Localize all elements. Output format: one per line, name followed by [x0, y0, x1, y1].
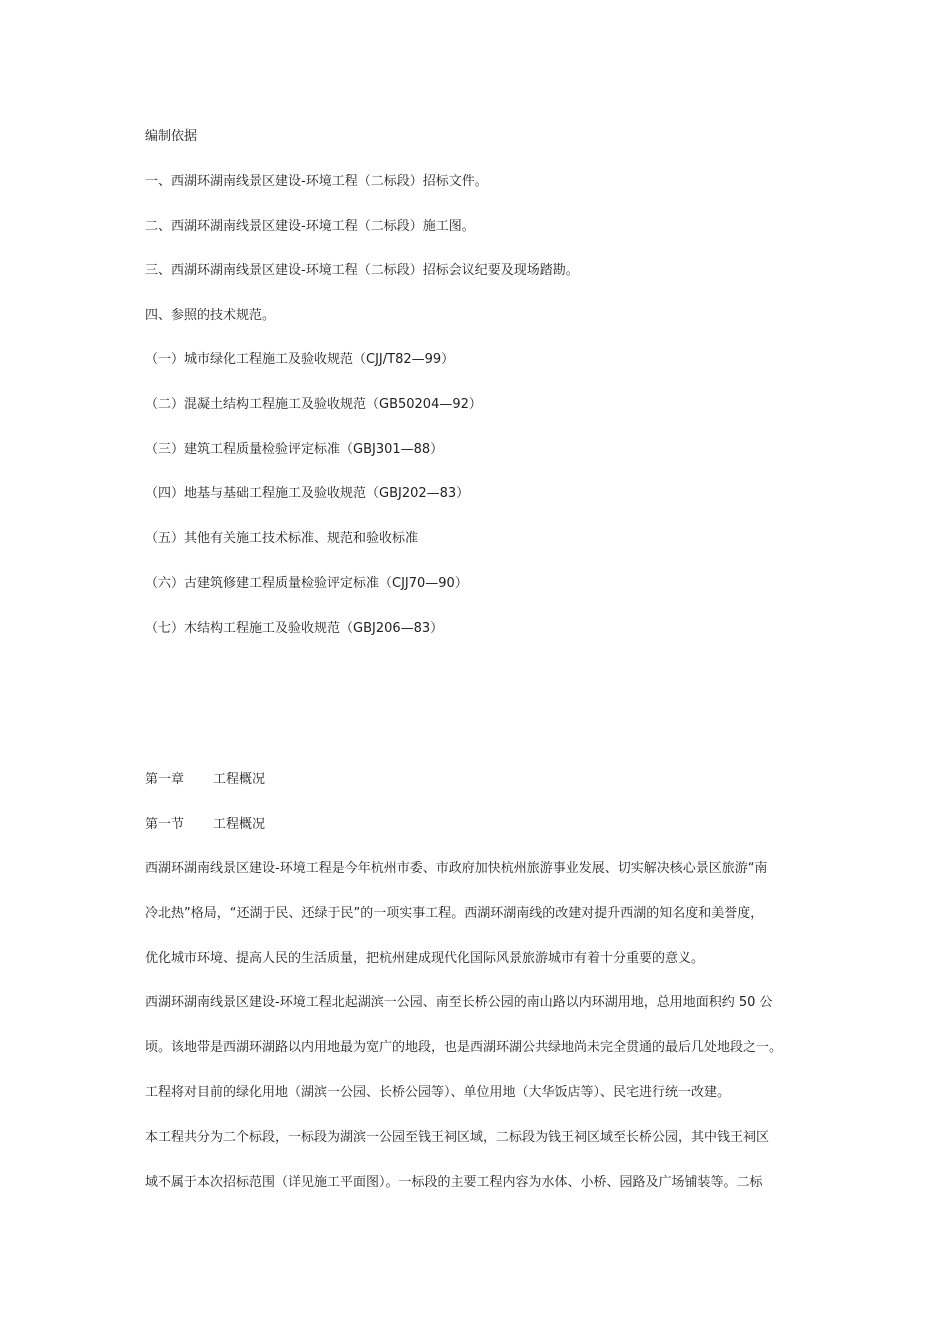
- standard-item: （二）混凝土结构工程施工及验收规范（GB50204—92）: [145, 397, 482, 412]
- body-line: 冷北热”格局，“还湖于民、还绿于民”的一项实事工程。西湖环湖南线的改建对提升西湖的知名度和美誉度，: [145, 906, 764, 921]
- basis-item: 二、西湖环湖南线景区建设-环境工程（二标段）施工图。: [145, 219, 475, 234]
- body-line: 域不属于本次招标范围（详见施工平面图）。一标段的主要工程内容为水体、小桥、园路及广场铺装等。二标: [145, 1175, 763, 1190]
- body-line: 顷。该地带是西湖环湖路以内用地最为宽广的地段，也是西湖环湖公共绿地尚未完全贯通的最后几处地段之一。: [145, 1040, 783, 1055]
- chapter-title: 工程概况: [213, 772, 266, 787]
- chapter-number: 第一章: [145, 772, 185, 787]
- basis-title: 编制依据: [145, 129, 198, 144]
- basis-item: 一、西湖环湖南线景区建设-环境工程（二标段）招标文件。: [145, 174, 488, 189]
- standard-item: （五）其他有关施工技术标准、规范和验收标准: [145, 531, 419, 546]
- standard-item: （六）古建筑修建工程质量检验评定标准（CJJ70—90）: [145, 576, 468, 591]
- section-title: 工程概况: [213, 817, 266, 832]
- basis-item: 四、参照的技术规范。: [145, 308, 276, 323]
- body-line: 本工程共分为二个标段，一标段为湖滨一公园至钱王祠区域，二标段为钱王祠区域至长桥公园，其中钱王祠区: [145, 1130, 770, 1145]
- body-line: 工程将对目前的绿化用地（湖滨一公园、长桥公园等）、单位用地（大华饭店等）、民宅进行统一改建。: [145, 1085, 731, 1100]
- standard-item: （四）地基与基础工程施工及验收规范（GBJ202—83）: [145, 486, 470, 501]
- standard-item: （一）城市绿化工程施工及验收规范（CJJ/T82—99）: [145, 352, 455, 367]
- basis-item: 三、西湖环湖南线景区建设-环境工程（二标段）招标会议纪要及现场踏勘。: [145, 263, 579, 278]
- standard-item: （七）木结构工程施工及验收规范（GBJ206—83）: [145, 621, 444, 636]
- section-number: 第一节: [145, 817, 185, 832]
- standard-item: （三）建筑工程质量检验评定标准（GBJ301—88）: [145, 442, 444, 457]
- body-line: 西湖环湖南线景区建设-环境工程是今年杭州市委、市政府加快杭州旅游事业发展、切实解决核心景区旅游“南: [145, 861, 768, 876]
- chapter-heading: [145, 771, 810, 789]
- body-line: 优化城市环境、提高人民的生活质量，把杭州建成现代化国际风景旅游城市有着十分重要的意义。: [145, 951, 705, 966]
- body-line: 西湖环湖南线景区建设-环境工程北起湖滨一公园、南至长桥公园的南山路以内环湖用地，总用地面积约 50 公: [145, 995, 773, 1010]
- section-heading: [145, 816, 810, 834]
